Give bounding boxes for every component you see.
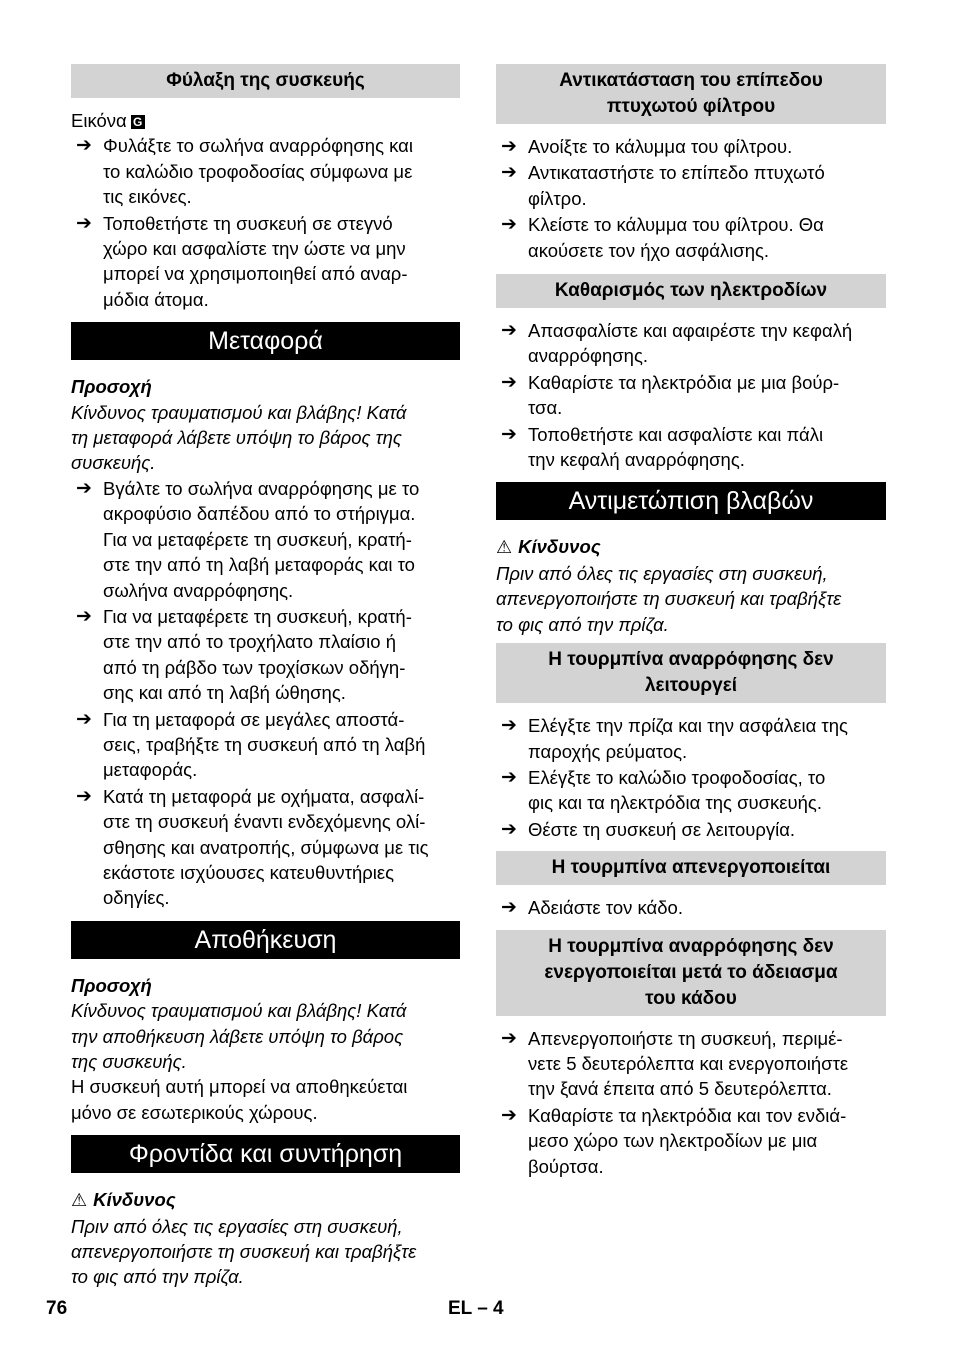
text-line: μόνο σε εσωτερικούς χώρους. bbox=[71, 1101, 318, 1123]
bullet-line: Κλείστε το κάλυμμα του φίλτρου. Θα bbox=[528, 214, 824, 236]
care-danger-title-row bbox=[71, 1187, 460, 1213]
section-heading-storage: Αποθήκευση bbox=[71, 921, 460, 959]
bullet-line: νετε 5 δευτερόλεπτα και ενεργοποιήστε bbox=[528, 1052, 849, 1074]
language-page-marker: EL – 4 bbox=[448, 1298, 504, 1319]
bullet-item bbox=[71, 604, 460, 706]
bullet-line: σωλήνα αναρρόφησης. bbox=[103, 579, 294, 601]
text-line: το φις από την πρίζα. bbox=[496, 613, 669, 635]
text-line: της συσκευής. bbox=[71, 1051, 187, 1072]
text-line: την αποθήκευση λάβετε υπόψη το βάρος bbox=[71, 1025, 404, 1047]
bullet-line: Τοποθετήστε και ασφαλίστε και πάλι bbox=[528, 423, 824, 445]
bullet-line: μεσο χώρο των ηλεκτροδίων με μια bbox=[528, 1130, 818, 1152]
text-line: Κίνδυνος τραυματισμού και βλάβης! Κατά bbox=[71, 401, 407, 423]
arrow-right-icon: ➔ bbox=[76, 212, 92, 234]
text-line: τη μεταφορά λάβετε υπόψη το βάρος της bbox=[71, 427, 402, 449]
bullet-line: εκάστοτε ισχύουσες κατευθυντήριες bbox=[103, 861, 395, 883]
electrodes-bullet-list bbox=[496, 318, 886, 472]
bullet-item bbox=[71, 133, 460, 209]
section-heading-device-storage: Φύλαξη της συσκευής bbox=[71, 64, 460, 98]
bullet-line: τις εικόνες. bbox=[103, 186, 192, 208]
bullet-item bbox=[496, 370, 886, 421]
text-line: Πριν από όλες τις εργασίες στη συσκευή, bbox=[496, 562, 828, 584]
bullet-line: σης και από τη λαβή ώθησης. bbox=[103, 682, 346, 704]
bullet-line: στε τη συσκευή έναντι ενδεχόμενης ολί- bbox=[103, 811, 426, 833]
bullet-line: παροχής ρεύματος. bbox=[528, 740, 688, 762]
care-danger-title: Κίνδυνος bbox=[93, 1189, 176, 1211]
page-number: 76 bbox=[46, 1298, 68, 1319]
spacer bbox=[496, 843, 886, 851]
bullet-line: φις και τα ηλεκτρόδια της συσκευής. bbox=[528, 792, 822, 814]
arrow-right-icon: ➔ bbox=[76, 135, 92, 157]
bullet-line: Για τη μεταφορά σε μεγάλες αποστά- bbox=[103, 708, 405, 730]
transport-caution-text bbox=[71, 400, 460, 476]
storage-caution-title: Προσοχή bbox=[71, 974, 152, 996]
text-line: Πριν από όλες τις εργασίες στη συσκευή, bbox=[71, 1215, 403, 1237]
arrow-right-icon: ➔ bbox=[501, 715, 517, 737]
bullet-line: οδηγίες. bbox=[103, 887, 170, 909]
bullet-item bbox=[496, 1026, 886, 1102]
text-line: απενεργοποιήστε τη συσκευή και τραβήξτε bbox=[71, 1241, 417, 1263]
arrow-right-icon: ➔ bbox=[501, 423, 517, 445]
transport-bullet-list bbox=[71, 476, 460, 911]
heading-line: του κάδου bbox=[645, 987, 737, 1009]
bullet-line: Αντικαταστήστε το επίπεδο πτυχωτό bbox=[528, 162, 825, 184]
arrow-right-icon: ➔ bbox=[501, 371, 517, 393]
heading-line: ενεργοποιείται μετά το άδειασμα bbox=[544, 961, 838, 983]
arrow-right-icon: ➔ bbox=[501, 214, 517, 236]
bullet-item bbox=[71, 707, 460, 783]
bullet-line: σθησης και ανατροπής, σύμφωνα με τις bbox=[103, 836, 429, 858]
bullet-item bbox=[496, 713, 886, 764]
bullet-line: την ξανά έπειτα από 5 δευτερόλεπτα. bbox=[528, 1078, 832, 1100]
bullet-line: Τοποθετήστε τη συσκευή σε στεγνό bbox=[103, 212, 393, 234]
bullet-line: στε την από τη λαβή μεταφοράς και το bbox=[103, 554, 415, 576]
bullet-line: Βγάλτε το σωλήνα αναρρόφησης με το bbox=[103, 477, 420, 499]
storage-bullet-list bbox=[71, 133, 460, 312]
left-column bbox=[71, 64, 460, 1290]
arrow-right-icon: ➔ bbox=[501, 162, 517, 184]
trouble-danger-text bbox=[496, 561, 886, 637]
text-line: το φις από την πρίζα. bbox=[71, 1266, 244, 1288]
spacer bbox=[496, 922, 886, 930]
bullet-item bbox=[496, 422, 886, 473]
bullet-line: Απενεργοποιήστε τη συσκευή, περιμέ- bbox=[528, 1027, 843, 1049]
bullet-item bbox=[496, 134, 886, 159]
trouble-danger-title-row bbox=[496, 534, 886, 560]
bullet-line: Ανοίξτε το κάλυμμα του φίλτρου. bbox=[528, 136, 793, 157]
bullet-item bbox=[71, 784, 460, 911]
bullet-line: Ελέγξτε το καλώδιο τροφοδοσίας, το bbox=[528, 766, 826, 788]
bullet-line: Κατά τη μεταφορά με οχήματα, ασφαλί- bbox=[103, 785, 425, 807]
heading-line: Αντικατάσταση του επίπεδου bbox=[559, 70, 823, 91]
bullet-line: χώρο και ασφαλίστε την ώστε να μην bbox=[103, 238, 406, 260]
bullet-line: Για να μεταφέρετε τη συσκευή, κρατή- bbox=[103, 528, 412, 550]
bullet-item bbox=[71, 476, 460, 603]
filter-bullet-list bbox=[496, 134, 886, 263]
bullet-line: Καθαρίστε τα ηλεκτρόδια με μια βούρ- bbox=[528, 371, 840, 393]
figure-letter-badge: G bbox=[131, 115, 145, 129]
bullet-item bbox=[496, 817, 886, 842]
bullet-line: Φυλάξτε το σωλήνα αναρρόφησης και bbox=[103, 135, 413, 157]
arrow-right-icon: ➔ bbox=[501, 320, 517, 342]
right-column bbox=[496, 64, 886, 1180]
bullet-item bbox=[71, 211, 460, 313]
arrow-right-icon: ➔ bbox=[76, 785, 92, 807]
bullet-line: Καθαρίστε τα ηλεκτρόδια και τον ενδιά- bbox=[528, 1104, 847, 1126]
bullet-line: βούρτσα. bbox=[528, 1155, 604, 1177]
bullet-line: στε την από το τροχήλατο πλαίσιο ή bbox=[103, 631, 397, 653]
arrow-right-icon: ➔ bbox=[501, 1104, 517, 1126]
bullet-line: Για να μεταφέρετε τη συσκευή, κρατή- bbox=[103, 605, 412, 627]
bullet-line: την κεφαλή αναρρόφησης. bbox=[528, 449, 745, 471]
section-heading-electrode-cleaning: Καθαρισμός των ηλεκτροδίων bbox=[496, 274, 886, 308]
section-heading-turbine-after-emptying bbox=[496, 930, 886, 1016]
heading-line: Η τουρμπίνα αναρρόφησης δεν bbox=[548, 649, 834, 671]
bullet-line: μπορεί να χρησιμοποιηθεί από αναρ- bbox=[103, 263, 408, 285]
spacer bbox=[496, 264, 886, 274]
warning-triangle-icon: ⚠ bbox=[71, 1190, 88, 1211]
bullet-item bbox=[496, 765, 886, 816]
heading-line: Η τουρμπίνα αναρρόφησης δεν bbox=[548, 935, 834, 957]
bullet-line: ακροφύσιο δαπέδου από το στήριγμα. bbox=[103, 503, 416, 525]
arrow-right-icon: ➔ bbox=[76, 605, 92, 627]
bullet-line: Θέστε τη συσκευή σε λειτουργία. bbox=[528, 818, 796, 840]
bullet-line: Ελέγξτε την πρίζα και την ασφάλεια της bbox=[528, 715, 848, 737]
figure-reference bbox=[71, 108, 460, 133]
bullet-item bbox=[496, 318, 886, 369]
bullet-line: ακούσετε τον ήχο ασφάλισης. bbox=[528, 239, 770, 261]
storage-caution-text bbox=[71, 998, 460, 1074]
bullet-line: Αδειάστε τον κάδο. bbox=[528, 897, 683, 919]
trouble-danger-title: Κίνδυνος bbox=[518, 536, 601, 558]
bullet-line: φίλτρο. bbox=[528, 187, 587, 209]
bullet-item bbox=[496, 160, 886, 211]
bullet-item bbox=[496, 212, 886, 263]
text-line: Κίνδυνος τραυματισμού και βλάβης! Κατά bbox=[71, 1000, 407, 1022]
bullet-line: τσα. bbox=[528, 397, 563, 419]
arrow-right-icon: ➔ bbox=[501, 766, 517, 788]
bullet-line: σεις, τραβήξτε τη συσκευή από τη λαβή bbox=[103, 733, 426, 755]
text-line: Η συσκευή αυτή μπορεί να αποθηκεύεται bbox=[71, 1076, 408, 1098]
arrow-right-icon: ➔ bbox=[501, 136, 517, 157]
bullet-line: μεταφοράς. bbox=[103, 759, 198, 781]
arrow-right-icon: ➔ bbox=[76, 477, 92, 499]
text-line: απενεργοποιήστε τη συσκευή και τραβήξτε bbox=[496, 588, 842, 610]
care-danger-text bbox=[71, 1214, 460, 1290]
section-heading-turbine-not-working bbox=[496, 643, 886, 703]
figure-label: Εικόνα bbox=[71, 110, 127, 131]
arrow-right-icon: ➔ bbox=[501, 897, 517, 919]
section-heading-transport: Μεταφορά bbox=[71, 322, 460, 360]
storage-indoor-text bbox=[71, 1074, 460, 1125]
heading-line: πτυχωτού φίλτρου bbox=[606, 96, 776, 117]
section-heading-care-maintenance: Φροντίδα και συντήρηση bbox=[71, 1135, 460, 1173]
bullet-item bbox=[496, 1103, 886, 1179]
section-heading-turbine-switches-off: Η τουρμπίνα απενεργοποιείται bbox=[496, 851, 886, 885]
turbine-off-bullet-list bbox=[496, 895, 886, 920]
heading-line: λειτουργεί bbox=[644, 675, 738, 697]
bullet-line: από τη ράβδο των τροχίσκων οδήγη- bbox=[103, 656, 406, 678]
warning-triangle-icon: ⚠ bbox=[496, 537, 513, 558]
bullet-line: μόδια άτομα. bbox=[103, 288, 209, 310]
section-heading-filter-replacement bbox=[496, 64, 886, 124]
arrow-right-icon: ➔ bbox=[501, 818, 517, 840]
turbine-empty-bullet-list bbox=[496, 1026, 886, 1179]
bullet-line: αναρρόφησης. bbox=[528, 345, 649, 367]
transport-caution-title: Προσοχή bbox=[71, 376, 152, 398]
bullet-line: το καλώδιο τροφοδοσίας σύμφωνα με bbox=[103, 160, 413, 182]
text-line: συσκευής. bbox=[71, 452, 156, 474]
arrow-right-icon: ➔ bbox=[76, 708, 92, 730]
bullet-line: Απασφαλίστε και αφαιρέστε την κεφαλή bbox=[528, 320, 853, 342]
turbine-bullet-list bbox=[496, 713, 886, 842]
bullet-item bbox=[496, 895, 886, 920]
section-heading-troubleshooting: Αντιμετώπιση βλαβών bbox=[496, 482, 886, 520]
arrow-right-icon: ➔ bbox=[501, 1027, 517, 1049]
